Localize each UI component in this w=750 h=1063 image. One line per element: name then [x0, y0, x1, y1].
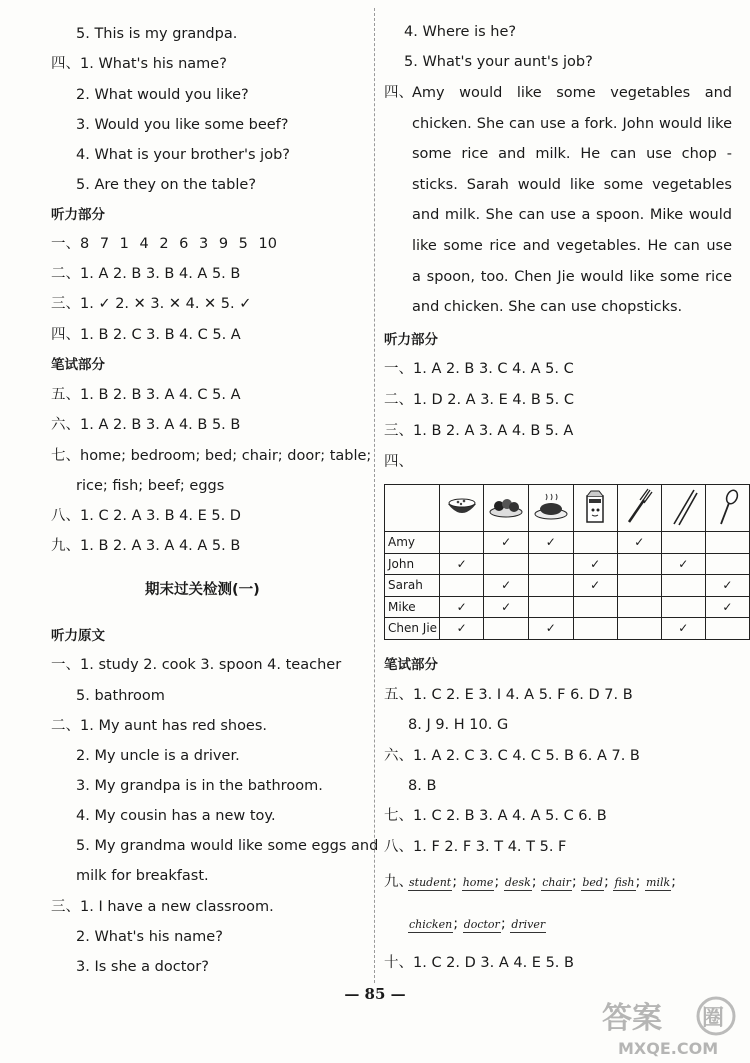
written-answer-r8: 八、1. F 2. F 3. T 4. T 5. F — [384, 839, 567, 855]
transcript-2-1: 二、1. My aunt has red shoes. — [51, 718, 268, 734]
written-answer-r10: 十、1. C 2. D 3. A 4. E 5. B — [384, 955, 574, 971]
handwritten-word: chair — [542, 876, 571, 889]
section-4-q1: 四、1. What's his name? — [51, 56, 227, 72]
transcript-3-1: 三、1. I have a new classroom. — [51, 899, 274, 915]
chicken-icon — [528, 485, 573, 532]
listening-answer-r2: 二、1. D 2. A 3. E 4. B 5. C — [384, 392, 574, 408]
table-cell — [617, 575, 661, 597]
page-number: — 85 — — [344, 985, 406, 1003]
listening-answer-2: 二、1. A 2. B 3. B 4. A 5. B — [51, 266, 241, 282]
table-cell: ✓ — [573, 575, 617, 597]
written-answer-7b: rice; fish; beef; eggs — [76, 478, 225, 494]
handwritten-word: desk — [504, 876, 531, 889]
written-answer-r9-label: 九、 — [384, 874, 413, 890]
listening-heading: 听力部分 — [51, 207, 105, 223]
written-heading: 笔试部分 — [51, 357, 105, 373]
table-cell: ✓ — [573, 553, 617, 575]
section-4-q4: 4. What is your brother's job? — [76, 147, 290, 163]
listening-answer-4: 四、1. B 2. C 3. B 4. C 5. A — [51, 327, 241, 343]
table-cell: ✓ — [617, 532, 661, 554]
table-icon-row — [385, 485, 750, 532]
spoon-icon — [705, 485, 749, 532]
table-row — [385, 618, 750, 640]
table-cell — [617, 618, 661, 640]
table-corner — [385, 485, 440, 532]
table-cell: ✓ — [528, 532, 573, 554]
written-answer-5: 五、1. B 2. B 3. A 4. C 5. A — [51, 387, 241, 403]
table-cell: ✓ — [528, 618, 573, 640]
table-cell — [484, 618, 529, 640]
transcript-2-5a: 5. My grandma would like some eggs and — [76, 838, 379, 854]
row-name: Amy — [385, 532, 440, 554]
table-cell — [484, 553, 529, 575]
table-row — [385, 596, 750, 618]
table-cell: ✓ — [661, 618, 705, 640]
test-title: 期末过关检测(一) — [145, 582, 260, 598]
row-name: Mike — [385, 596, 440, 618]
written-answer-r6a: 六、1. A 2. C 3. C 4. C 5. B 6. A 7. B — [384, 748, 640, 764]
written-answer-r6b: 8. B — [408, 778, 437, 794]
transcript-heading: 听力原文 — [51, 628, 105, 644]
transcript-1a: 一、1. study 2. cook 3. spoon 4. teacher — [51, 657, 342, 673]
table-cell — [617, 553, 661, 575]
handwritten-word: milk — [646, 876, 671, 889]
table-cell — [573, 618, 617, 640]
listening-answer-3: 三、1. ✓ 2. ✕ 3. ✕ 4. ✕ 5. ✓ — [51, 296, 252, 312]
table-cell — [439, 575, 483, 597]
section-4-label: 四、 — [384, 85, 413, 101]
listening-answer-1: 一、8 7 1 4 2 6 3 9 5 10 — [51, 236, 277, 252]
transcript-2-3: 3. My grandpa is in the bathroom. — [76, 778, 323, 794]
table-cell — [528, 596, 573, 618]
written-heading-right: 笔试部分 — [384, 657, 438, 673]
table-row — [385, 532, 750, 554]
transcript-2-2: 2. My uncle is a driver. — [76, 748, 240, 764]
table-cell: ✓ — [484, 575, 529, 597]
handwritten-word: home — [462, 876, 494, 889]
listening-answer-r1: 一、1. A 2. B 3. C 4. A 5. C — [384, 361, 574, 377]
written-answer-r5b: 8. J 9. H 10. G — [408, 717, 509, 733]
svg-text:答案: 答案 — [602, 1001, 662, 1036]
table-cell — [705, 618, 749, 640]
table-cell: ✓ — [661, 553, 705, 575]
handwritten-words-line1: student; home; desk; chair; bed; fish; milk; — [409, 874, 677, 890]
handwritten-word: student — [409, 876, 452, 889]
table-cell — [439, 532, 483, 554]
table-row — [385, 553, 750, 575]
table-cell — [573, 596, 617, 618]
listening-answer-r4-label: 四、 — [384, 454, 413, 470]
row-name: John — [385, 553, 440, 575]
chopsticks-icon — [661, 485, 705, 532]
rice-bowl-icon — [439, 485, 483, 532]
section-4-q3: 3. Would you like some beef? — [76, 117, 289, 133]
row-name: Sarah — [385, 575, 440, 597]
written-answer-7a: 七、home; bedroom; bed; chair; door; table; — [51, 448, 372, 464]
listening-heading-right: 听力部分 — [384, 332, 438, 348]
transcript-2-4: 4. My cousin has a new toy. — [76, 808, 276, 824]
watermark-logo — [598, 994, 748, 1060]
written-answer-8: 八、1. C 2. A 3. B 4. E 5. D — [51, 508, 241, 524]
section-4-passage: Amy would like some vegetables and chicken. She can use a fork. John would like some rice and milk. He can use chop - sticks. Sarah would like some vegetables and milk. She can use a spoon. Mike would like some rice and vegetables. He can use a spoon, too. Chen Jie would like some rice and chicken. She can use chopsticks. — [412, 85, 732, 316]
handwritten-word: fish — [614, 876, 635, 889]
svg-text:MXQE.COM: MXQE.COM — [618, 1039, 719, 1058]
row-name: Chen Jie — [385, 618, 440, 640]
table-cell: ✓ — [705, 575, 749, 597]
transcript-3-3: 3. Is she a doctor? — [76, 959, 209, 975]
table-cell — [528, 553, 573, 575]
section-4-q5: 5. Are they on the table? — [76, 177, 257, 193]
table-cell: ✓ — [484, 532, 529, 554]
transcript-3-5: 5. What's your aunt's job? — [404, 54, 593, 70]
transcript-2-5b: milk for breakfast. — [76, 868, 209, 884]
table-cell: ✓ — [439, 553, 483, 575]
table-row — [385, 575, 750, 597]
food-utensil-table — [384, 484, 750, 640]
table-cell: ✓ — [484, 596, 529, 618]
transcript-3-4: 4. Where is he? — [404, 24, 517, 40]
handwritten-words-line2: chicken; doctor; driver — [409, 916, 546, 932]
table-cell: ✓ — [439, 596, 483, 618]
listening-answer-r3: 三、1. B 2. A 3. A 4. B 5. A — [384, 423, 574, 439]
table-cell: ✓ — [705, 596, 749, 618]
written-answer-r7: 七、1. C 2. B 3. A 4. A 5. C 6. B — [384, 808, 607, 824]
handwritten-word: bed — [582, 876, 603, 889]
svg-text:圈: 圈 — [702, 1006, 725, 1031]
handwritten-word: chicken — [409, 918, 453, 931]
section-4-q2: 2. What would you like? — [76, 87, 249, 103]
answer-line: 5. This is my grandpa. — [76, 26, 238, 42]
written-answer-r5a: 五、1. C 2. E 3. I 4. A 5. F 6. D 7. B — [384, 687, 633, 703]
handwritten-word: doctor — [463, 918, 500, 931]
table-cell — [528, 575, 573, 597]
table-cell — [573, 532, 617, 554]
fork-icon — [617, 485, 661, 532]
milk-icon — [573, 485, 617, 532]
table-cell — [617, 596, 661, 618]
transcript-3-2: 2. What's his name? — [76, 929, 223, 945]
table-cell — [661, 532, 705, 554]
table-cell — [705, 553, 749, 575]
transcript-1b: 5. bathroom — [76, 688, 165, 704]
written-answer-6: 六、1. A 2. B 3. A 4. B 5. B — [51, 417, 241, 433]
vegetables-icon — [484, 485, 529, 532]
table-cell — [661, 596, 705, 618]
table-cell: ✓ — [439, 618, 483, 640]
table-cell — [705, 532, 749, 554]
table-cell — [661, 575, 705, 597]
handwritten-word: driver — [511, 918, 546, 931]
written-answer-9: 九、1. B 2. A 3. A 4. A 5. B — [51, 538, 241, 554]
